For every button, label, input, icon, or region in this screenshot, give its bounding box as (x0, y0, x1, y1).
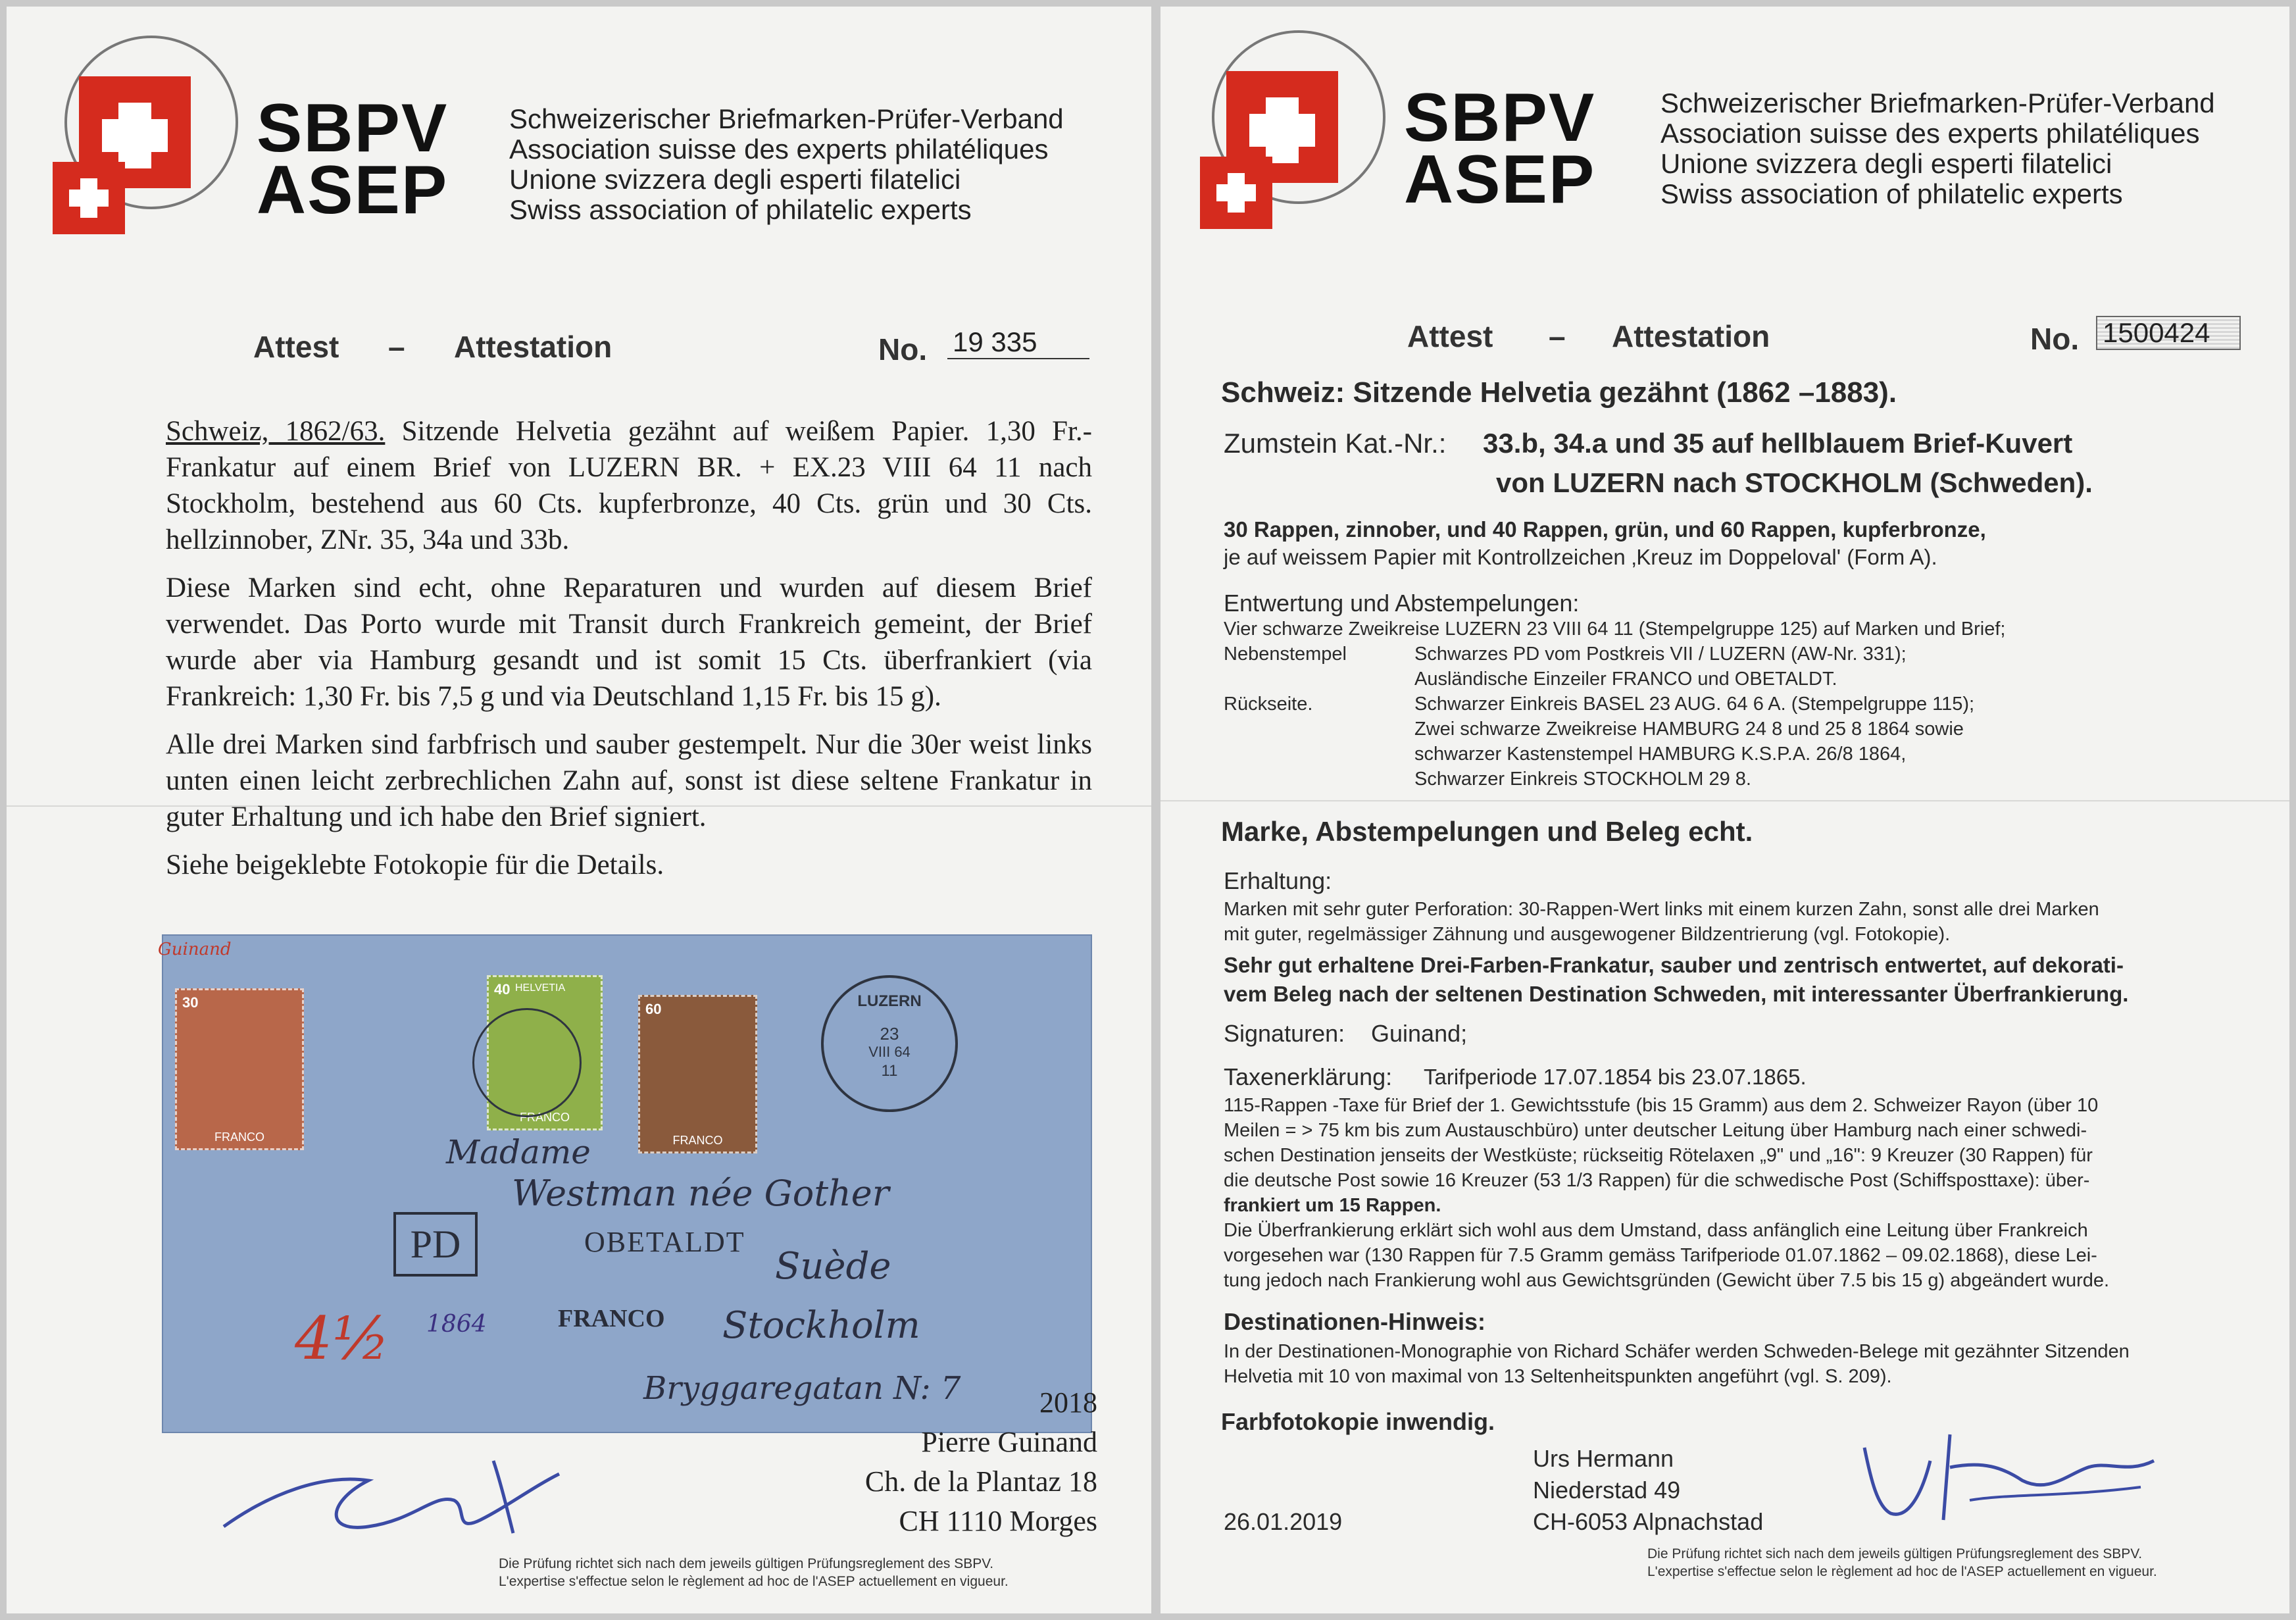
stamp-60-rappen: 60 FRANCO (638, 995, 757, 1153)
cancel-line-5: Zwei schwarze Zweikreise HAMBURG 24 8 und 25 8 1864 sowie (1414, 719, 1964, 740)
stamp-30-rappen: 30 FRANCO (175, 988, 304, 1150)
kat-label: Zumstein Kat.-Nr.: (1224, 428, 1447, 459)
condition-summary-1: Sehr gut erhaltene Drei-Farben-Frankatur, sauber und zentrisch entwertet, auf dekorati- (1224, 953, 2124, 977)
brand-sbpv: SBPV (1404, 80, 1596, 156)
title: Schweiz: Sitzende Helvetia gezähnt (1862 –1883). (1221, 376, 1897, 409)
authenticity-text: Diese Marken sind echt, ohne Reparaturen und wurden auf diesem Brief verwendet. Das Porto wurde mit Transit durch Frankreich gemeint, der Brief wurde aber via Hamburg gesandt und ist somit 15 Cts. überfrankiert (via Frankreich: 1,30 Fr. bis 7,5 g und via Deutschland 1,15 Fr. bis 15 g). (166, 572, 1092, 712)
guinand-mark: Guinand (158, 940, 232, 959)
erhaltung-heading: Erhaltung: (1224, 867, 1332, 894)
attestation-label: Attestation (1612, 319, 1770, 353)
kat-line-1: 33.b, 34.a und 35 auf hellblauem Brief-Kuvert (1483, 428, 2073, 459)
paper-line: je auf weissem Papier mit Kontrollzeichen ‚Kreuz im Doppeloval' (Form A). (1224, 545, 1937, 569)
cancel-line-3: Ausländische Einzeiler FRANCO und OBETALDT. (1414, 669, 1837, 690)
signaturen-value: Guinand; (1371, 1020, 1468, 1047)
org-name-de: Schweizerischer Briefmarken-Prüfer-Verband (509, 103, 1064, 134)
certificate-number: 1500424 (2096, 316, 2241, 350)
tax-line-7: vorgesehen war (130 Rappen für 7.5 Gramm gemäss Tarifperiode 01.07.1862 – 09.02.1868), diese Lei- (1224, 1245, 2097, 1266)
cancel-line-2: Schwarzes PD vom Postkreis VII / LUZERN (AW-Nr. 331); (1414, 644, 1907, 665)
subject-heading: Schweiz, 1862/63. (166, 416, 386, 447)
tax-line-1: 115-Rappen -Taxe für Brief der 1. Gewichtsstufe (bis 15 Gramm) aus dem 2. Schweizer Rayon (über 10 (1224, 1095, 2099, 1116)
signer-name: Pierre Guinand (921, 1426, 1097, 1458)
signaturen-heading: Signaturen: (1224, 1020, 1345, 1047)
tax-line-8: tung jedoch nach Frankierung wohl aus Gewichtsgründen (Gewicht über 7.5 bis 15 g) abgeändert wurde. (1224, 1270, 2110, 1291)
cancel-line-4: Schwarzer Einkreis BASEL 23 AUG. 64 6 A. (Stempelgruppe 115); (1414, 694, 1975, 715)
pd-stamp: PD (393, 1212, 478, 1277)
photocopy-note: Siehe beigeklebte Fotokopie für die Details. (166, 849, 664, 880)
postmark-luzern-2 (472, 1008, 582, 1117)
condition-text: Alle drei Marken sind farbfrisch und sauber gestempelt. Nur die 30er weist links unten einen leicht zerbrechlichen Zahn auf, sonst ist diese seltene Frankatur in guter Erhaltung und ich habe den Brief signiert. (166, 729, 1092, 832)
number-label: No. (2030, 322, 2080, 356)
tax-line-4: die deutsche Post sowie 16 Kreuzer (53 1/3 Rappen) für die schwedische Post (Schiffsposttaxe): über- (1224, 1170, 2090, 1191)
stamp-40-rappen: 40 HELVETIA FRANCO (487, 975, 603, 1130)
certificate-hermann (1160, 7, 2289, 1613)
org-name-fr: Association suisse des experts philatéliques (509, 134, 1049, 165)
signer-street: Niederstad 49 (1533, 1477, 1681, 1504)
tax-line-6: Die Überfrankierung erklärt sich wohl aus dem Umstand, dass anfänglich eine Leitung über Frankreich (1224, 1220, 2088, 1241)
sbpv-logo-icon (1187, 25, 1391, 242)
footer-fr: L'expertise s'effectue selon le règlement ad hoc de l'ASEP actuellement en vigueur. (499, 1574, 1009, 1589)
brand-sbpv: SBPV (257, 90, 449, 166)
org-name-it: Unione svizzera degli esperti filatelici (1660, 148, 2112, 179)
kat-line-2: von LUZERN nach STOCKHOLM (Schweden). (1496, 467, 2093, 498)
sbpv-logo-icon (39, 30, 243, 247)
signer-city: CH-6053 Alpnachstad (1533, 1508, 1764, 1535)
tax-line-3: schen Destination jenseits der Westküste; rückseitig Rötelaxen „9" und „16": 9 Kreuzer (30 Rappen) für (1224, 1145, 2093, 1166)
dash: – (1549, 319, 1566, 353)
org-name-en: Swiss association of philatelic experts (1660, 178, 2123, 209)
certificate-number: 19 335 (947, 326, 1089, 359)
address-line-4: Stockholm (722, 1304, 920, 1347)
signer-street: Ch. de la Plantaz 18 (864, 1465, 1097, 1498)
attestation-label: Attestation (454, 330, 612, 364)
cert-date: 26.01.2019 (1224, 1508, 1343, 1535)
attest-label: Attest (1407, 319, 1493, 353)
cancel-line-7: Schwarzer Einkreis STOCKHOLM 29 8. (1414, 769, 1751, 790)
signature-hermann-icon (1851, 1421, 2167, 1533)
fold-line (1160, 800, 2289, 801)
number-label: No. (878, 332, 928, 367)
year-note: 1864 (426, 1311, 487, 1338)
attest-label: Attest (253, 330, 339, 364)
address-line-2: Westman née Gother (512, 1173, 889, 1214)
dash: – (388, 330, 405, 364)
address-line-3: Suède (775, 1245, 891, 1288)
tax-line-5: frankiert um 15 Rappen. (1224, 1195, 1441, 1216)
cancel-line-1: Vier schwarze Zweikreise LUZERN 23 VIII 64 11 (Stempelgruppe 125) auf Marken und Brief; (1224, 619, 2006, 640)
destination-line-1: In der Destinationen-Monographie von Richard Schäfer werden Schweden-Belege mit gezähnter Sitzenden (1224, 1341, 2130, 1362)
brand-asep: ASEP (1404, 141, 1596, 218)
description-text: Sitzende Helvetia gezähnt auf weißem Papier. 1,30 Fr.-Frankatur auf einem Brief von LUZERN BR. + EX.23 VIII 64 11 nach Stockholm, bestehend aus 60 Cts. kupferbronze, 40 Cts. grün und 30 Cts. hellzinnober, ZNr. 35, 34a und 33b. (166, 416, 1092, 555)
cancel-line-6: schwarzer Kastenstempel HAMBURG K.S.P.A. 26/8 1864, (1414, 744, 1907, 765)
org-name-it: Unione svizzera degli esperti filatelici (509, 164, 961, 195)
tax-mark: 4½ (295, 1304, 390, 1373)
entwertung-heading: Entwertung und Abstempelungen: (1224, 590, 1580, 617)
postmark-luzern: LUZERN 23 VIII 64 11 (821, 975, 958, 1112)
address-line-5: Bryggaregatan N: 7 (643, 1370, 961, 1407)
footer-fr: L'expertise s'effectue selon le règlement ad hoc de l'ASEP actuellement en vigueur. (1647, 1564, 2157, 1579)
org-name-en: Swiss association of philatelic experts (509, 194, 972, 225)
photocopy-note: Farbfotokopie inwendig. (1221, 1408, 1495, 1435)
nebenstempel-label: Nebenstempel (1224, 644, 1347, 665)
stamps-line: 30 Rappen, zinnober, und 40 Rappen, grün, und 60 Rappen, kupferbronze, (1224, 517, 1986, 542)
signer-name: Urs Hermann (1533, 1445, 1674, 1472)
condition-summary-2: vem Beleg nach der seltenen Destination Schweden, mit interessanter Überfrankierung. (1224, 982, 2129, 1006)
obetaldt-stamp: OBETALDT (584, 1226, 745, 1258)
envelope-photo (158, 934, 1092, 1433)
org-name-fr: Association suisse des experts philatéliques (1660, 118, 2200, 149)
franco-stamp: FRANCO (558, 1305, 665, 1332)
org-name-de: Schweizerischer Briefmarken-Prüfer-Verband (1660, 88, 2215, 118)
footer-de: Die Prüfung richtet sich nach dem jeweils gültigen Prüfungsreglement des SBPV. (499, 1556, 994, 1571)
destination-line-2: Helvetia mit 10 von maximal von 13 Seltenheitspunkten angeführt (vgl. S. 209). (1224, 1366, 1892, 1387)
address-line-1: Madame (446, 1133, 591, 1171)
footer-de: Die Prüfung richtet sich nach dem jeweils gültigen Prüfungsreglement des SBPV. (1647, 1546, 2143, 1561)
authenticity-statement: Marke, Abstempelungen und Beleg echt. (1221, 816, 1753, 847)
tax-line-2: Meilen = > 75 km bis zum Austauschbüro) unter deutscher Leitung über Hamburg nach einer schwedi- (1224, 1120, 2087, 1141)
certificate-guinand (7, 7, 1151, 1613)
brand-asep: ASEP (257, 152, 449, 228)
signature-guinand-icon (217, 1454, 625, 1553)
cert-year: 2018 (1039, 1386, 1097, 1419)
tax-heading: Taxenerklärung: (1224, 1063, 1393, 1090)
condition-line-2: mit guter, regelmässiger Zähnung und ausgewogener Bildzentrierung (vgl. Fotokopie). (1224, 924, 1951, 945)
destination-heading: Destinationen-Hinweis: (1224, 1308, 1486, 1335)
rueckseite-label: Rückseite. (1224, 694, 1313, 715)
signer-city: CH 1110 Morges (899, 1505, 1097, 1537)
tax-period: Tarifperiode 17.07.1854 bis 23.07.1865. (1424, 1065, 1807, 1089)
condition-line-1: Marken mit sehr guter Perforation: 30-Rappen-Wert links mit einem kurzen Zahn, sonst alle drei Marken (1224, 899, 2099, 920)
